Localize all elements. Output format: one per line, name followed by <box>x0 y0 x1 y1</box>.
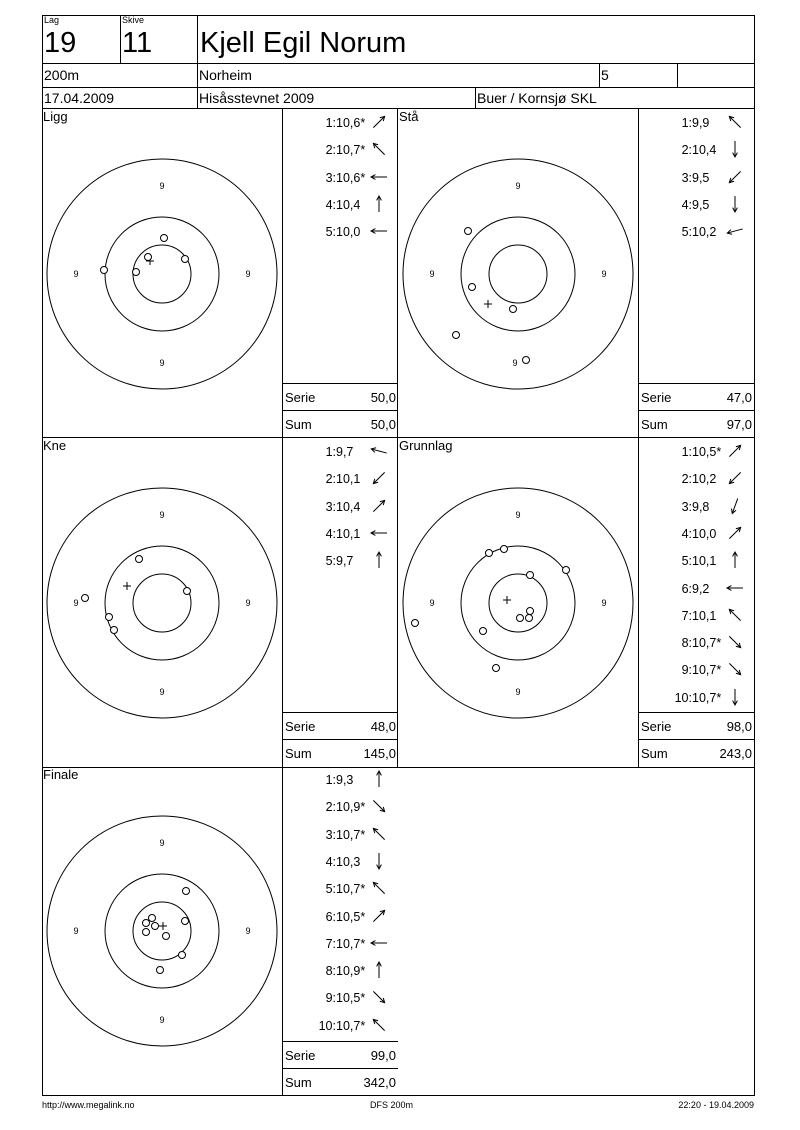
direction-arrow-icon <box>369 139 389 159</box>
shot-value: 9,7 <box>336 554 354 569</box>
shot-number: 4: <box>681 197 692 212</box>
date: 17.04.2009 <box>44 90 115 106</box>
shot-value: 10,1 <box>336 526 361 541</box>
shot-hole <box>501 546 508 553</box>
shot-hole <box>527 572 534 579</box>
shot-value: 10,5* <box>692 445 722 459</box>
club: Norheim <box>199 67 252 83</box>
lag-value: 19 <box>44 27 77 59</box>
direction-arrow-icon <box>369 550 389 570</box>
direction-arrow-icon <box>725 139 745 159</box>
ring-label-top: 9 <box>515 181 521 191</box>
shot-hole <box>163 933 170 940</box>
shot-hole <box>527 608 534 615</box>
skive-value: 11 <box>122 27 153 59</box>
shot-value: 10,4 <box>692 143 717 158</box>
ring-label-right: 9 <box>601 598 607 608</box>
direction-arrow-icon <box>369 496 389 516</box>
shot-number: 4: <box>325 197 336 212</box>
sum-label: Sum <box>285 1075 312 1090</box>
shot-value: 9,2 <box>692 581 710 596</box>
direction-arrow-icon <box>725 605 745 625</box>
ring-label-bottom: 9 <box>159 1015 165 1025</box>
direction-arrow-icon <box>725 167 745 187</box>
shot-number: 3: <box>325 827 336 842</box>
shot-row <box>639 691 754 718</box>
ring-label-bottom: 9 <box>159 358 165 368</box>
direction-arrow-icon <box>369 112 389 132</box>
serie-value: 47,0 <box>726 390 752 405</box>
shot-hole <box>149 915 156 922</box>
shot-value: 9,3 <box>336 773 354 787</box>
shot-number: 3: <box>681 170 692 185</box>
sum-value: 50,0 <box>370 417 396 432</box>
event: Hisåsstevnet 2009 <box>199 90 315 106</box>
shot-value: 10,7* <box>692 663 722 678</box>
shot-row <box>639 225 754 252</box>
shot-value: 10,7* <box>336 1018 366 1033</box>
shot-value: 10,3 <box>336 854 361 869</box>
serie-value: 48,0 <box>370 719 396 734</box>
shot-hole <box>563 567 570 574</box>
sum-label: Sum <box>285 417 312 432</box>
serie-value: 50,0 <box>370 390 396 405</box>
shot-number: 4: <box>325 854 336 869</box>
shot-value: 10,4 <box>336 197 361 212</box>
direction-arrow-icon <box>725 194 745 214</box>
shot-hole <box>152 923 159 930</box>
shot-number: 5: <box>681 225 692 240</box>
direction-arrow-icon <box>725 687 745 707</box>
shot-hole <box>82 595 89 602</box>
shot-hole <box>184 588 191 595</box>
shot-hole <box>143 929 150 936</box>
section-title-ligg: Ligg <box>43 109 68 124</box>
shot-hole <box>412 620 419 627</box>
direction-arrow-icon <box>369 769 389 789</box>
footer-url[interactable]: http://www.megalink.no <box>42 1100 135 1110</box>
direction-arrow-icon <box>369 796 389 816</box>
shot-hole <box>111 627 118 634</box>
shot-hole <box>179 952 186 959</box>
direction-arrow-icon <box>725 523 745 543</box>
direction-arrow-icon <box>725 441 745 461</box>
ring-label-left: 9 <box>73 269 79 279</box>
target-kne <box>44 485 280 721</box>
shot-number: 1: <box>681 445 692 459</box>
serie-label: Serie <box>641 719 672 734</box>
shot-hole <box>469 284 476 291</box>
shot-value: 9,5 <box>692 170 710 185</box>
sum-value: 145,0 <box>363 746 396 761</box>
sum-label: Sum <box>641 746 668 761</box>
ring-label-bottom: 9 <box>512 358 518 368</box>
shot-value: 10,9* <box>336 800 366 815</box>
range: Buer / Kornsjø SKL <box>477 90 597 106</box>
direction-arrow-icon <box>369 933 389 953</box>
direction-arrow-icon <box>369 987 389 1007</box>
shot-hole <box>480 628 487 635</box>
target-finale <box>44 813 280 1049</box>
section-title-sta: Stå <box>399 109 419 124</box>
shot-hole <box>145 254 152 261</box>
shot-number: 4: <box>325 526 336 541</box>
ring-label-left: 9 <box>429 269 435 279</box>
shot-number: 5: <box>681 554 692 569</box>
direction-arrow-icon <box>369 468 389 488</box>
shot-number: 2: <box>681 472 692 487</box>
shot-number: 2: <box>681 143 692 158</box>
sum-value: 342,0 <box>363 1075 396 1090</box>
ring-label-top: 9 <box>515 510 521 520</box>
shot-number: 2: <box>325 143 336 158</box>
shot-hole <box>182 918 189 925</box>
shot-value: 10,7* <box>692 690 722 705</box>
ring-label-left: 9 <box>73 926 79 936</box>
shot-hole <box>161 235 168 242</box>
shot-number: 6: <box>681 581 692 596</box>
shot-number: 1: <box>325 773 336 787</box>
shooter-name: Kjell Egil Norum <box>200 27 407 59</box>
section-title-kne: Kne <box>43 438 67 453</box>
ring-label-top: 9 <box>159 510 165 520</box>
section-title-grunnlag: Grunnlag <box>399 438 453 453</box>
shot-row <box>283 1019 398 1046</box>
direction-arrow-icon <box>369 878 389 898</box>
shot-row <box>283 554 398 581</box>
direction-arrow-icon <box>369 523 389 543</box>
ring-label-right: 9 <box>245 926 251 936</box>
target-grunnlag <box>400 485 636 721</box>
ring-label-top: 9 <box>159 838 165 848</box>
skive-label: Skive <box>122 15 145 25</box>
shot-hole <box>106 614 113 621</box>
shot-number: 7: <box>681 608 692 623</box>
shot-value: 10,1 <box>692 608 717 623</box>
class: 5 <box>601 67 609 83</box>
direction-arrow-icon <box>369 824 389 844</box>
shot-number: 1: <box>681 116 692 130</box>
target-sta <box>400 156 636 392</box>
ring-label-bottom: 9 <box>515 687 521 697</box>
shot-value: 9,5 <box>692 197 710 212</box>
direction-arrow-icon <box>725 468 745 488</box>
shot-hole <box>486 550 493 557</box>
shot-value: 9,8 <box>692 499 710 514</box>
direction-arrow-icon <box>369 194 389 214</box>
shot-value: 10,9* <box>336 964 366 979</box>
direction-arrow-icon <box>369 960 389 980</box>
serie-label: Serie <box>285 390 316 405</box>
shot-value: 10,7* <box>336 827 366 842</box>
ring-label-right: 9 <box>601 269 607 279</box>
section-title-finale: Finale <box>43 767 79 782</box>
direction-arrow-icon <box>369 906 389 926</box>
shot-hole <box>101 267 108 274</box>
shot-value: 10,2 <box>692 472 717 487</box>
shot-hole <box>526 615 533 622</box>
shot-number: 5: <box>325 554 336 569</box>
shot-number: 10: <box>674 690 692 705</box>
sum-value: 243,0 <box>719 746 752 761</box>
shot-row <box>283 225 398 252</box>
shot-hole <box>183 888 190 895</box>
direction-arrow-icon <box>369 1015 389 1035</box>
shot-value: 10,7* <box>692 636 722 651</box>
lag-label: Lag <box>44 15 60 25</box>
shot-hole <box>182 256 189 263</box>
shot-number: 5: <box>325 882 336 897</box>
shot-hole <box>143 920 150 927</box>
shot-number: 7: <box>325 936 336 951</box>
shot-number: 10: <box>318 1018 336 1033</box>
shot-value: 10,6* <box>336 170 366 185</box>
serie-label: Serie <box>285 1048 316 1063</box>
shot-value: 9,7 <box>336 445 354 459</box>
shot-number: 9: <box>681 663 692 678</box>
direction-arrow-icon <box>369 441 389 461</box>
direction-arrow-icon <box>725 550 745 570</box>
shot-value: 10,0 <box>336 225 361 240</box>
direction-arrow-icon <box>725 112 745 132</box>
serie-label: Serie <box>285 719 316 734</box>
shot-value: 10,7* <box>336 143 366 158</box>
shot-value: 10,2 <box>692 225 717 240</box>
direction-arrow-icon <box>369 851 389 871</box>
shot-number: 3: <box>325 499 336 514</box>
footer-program: DFS 200m <box>370 1100 414 1110</box>
shot-hole <box>157 967 164 974</box>
shot-number: 2: <box>325 800 336 815</box>
shot-number: 1: <box>325 116 336 130</box>
direction-arrow-icon <box>725 659 745 679</box>
shot-value: 10,0 <box>692 526 717 541</box>
shot-hole <box>465 228 472 235</box>
shot-value: 10,7* <box>336 936 366 951</box>
shot-number: 3: <box>325 170 336 185</box>
shot-value: 10,1 <box>336 472 361 487</box>
direction-arrow-icon <box>369 221 389 241</box>
serie-label: Serie <box>641 390 672 405</box>
shot-hole <box>493 665 500 672</box>
footer-timestamp: 22:20 - 19.04.2009 <box>678 1100 754 1110</box>
shot-number: 2: <box>325 472 336 487</box>
serie-value: 99,0 <box>370 1048 396 1063</box>
ring-label-bottom: 9 <box>159 687 165 697</box>
direction-arrow-icon <box>725 221 745 241</box>
shot-hole <box>510 306 517 313</box>
ring-label-right: 9 <box>245 269 251 279</box>
shot-value: 10,5* <box>336 991 366 1006</box>
shot-value: 10,1 <box>692 554 717 569</box>
shot-value: 10,4 <box>336 499 361 514</box>
shot-number: 9: <box>325 991 336 1006</box>
shot-hole <box>523 357 530 364</box>
shot-value: 9,9 <box>692 116 710 130</box>
shot-hole <box>453 332 460 339</box>
ring-label-left: 9 <box>73 598 79 608</box>
ring-label-left: 9 <box>429 598 435 608</box>
direction-arrow-icon <box>725 632 745 652</box>
shot-value: 10,6* <box>336 116 366 130</box>
shot-number: 5: <box>325 225 336 240</box>
distance: 200m <box>44 67 80 83</box>
sum-label: Sum <box>641 417 668 432</box>
shot-number: 4: <box>681 526 692 541</box>
shot-hole <box>133 269 140 276</box>
target-ligg <box>44 156 280 392</box>
shot-hole <box>517 615 524 622</box>
shot-number: 8: <box>325 964 336 979</box>
direction-arrow-icon <box>725 496 745 516</box>
serie-value: 98,0 <box>726 719 752 734</box>
shot-value: 10,5* <box>336 909 366 924</box>
direction-arrow-icon <box>369 167 389 187</box>
shot-number: 1: <box>325 445 336 459</box>
ring-label-top: 9 <box>159 181 165 191</box>
direction-arrow-icon <box>725 578 745 598</box>
shot-value: 10,7* <box>336 882 366 897</box>
shot-number: 3: <box>681 499 692 514</box>
shot-number: 8: <box>681 636 692 651</box>
shot-number: 6: <box>325 909 336 924</box>
shot-hole <box>136 556 143 563</box>
ring-label-right: 9 <box>245 598 251 608</box>
sum-label: Sum <box>285 746 312 761</box>
sum-value: 97,0 <box>726 417 752 432</box>
